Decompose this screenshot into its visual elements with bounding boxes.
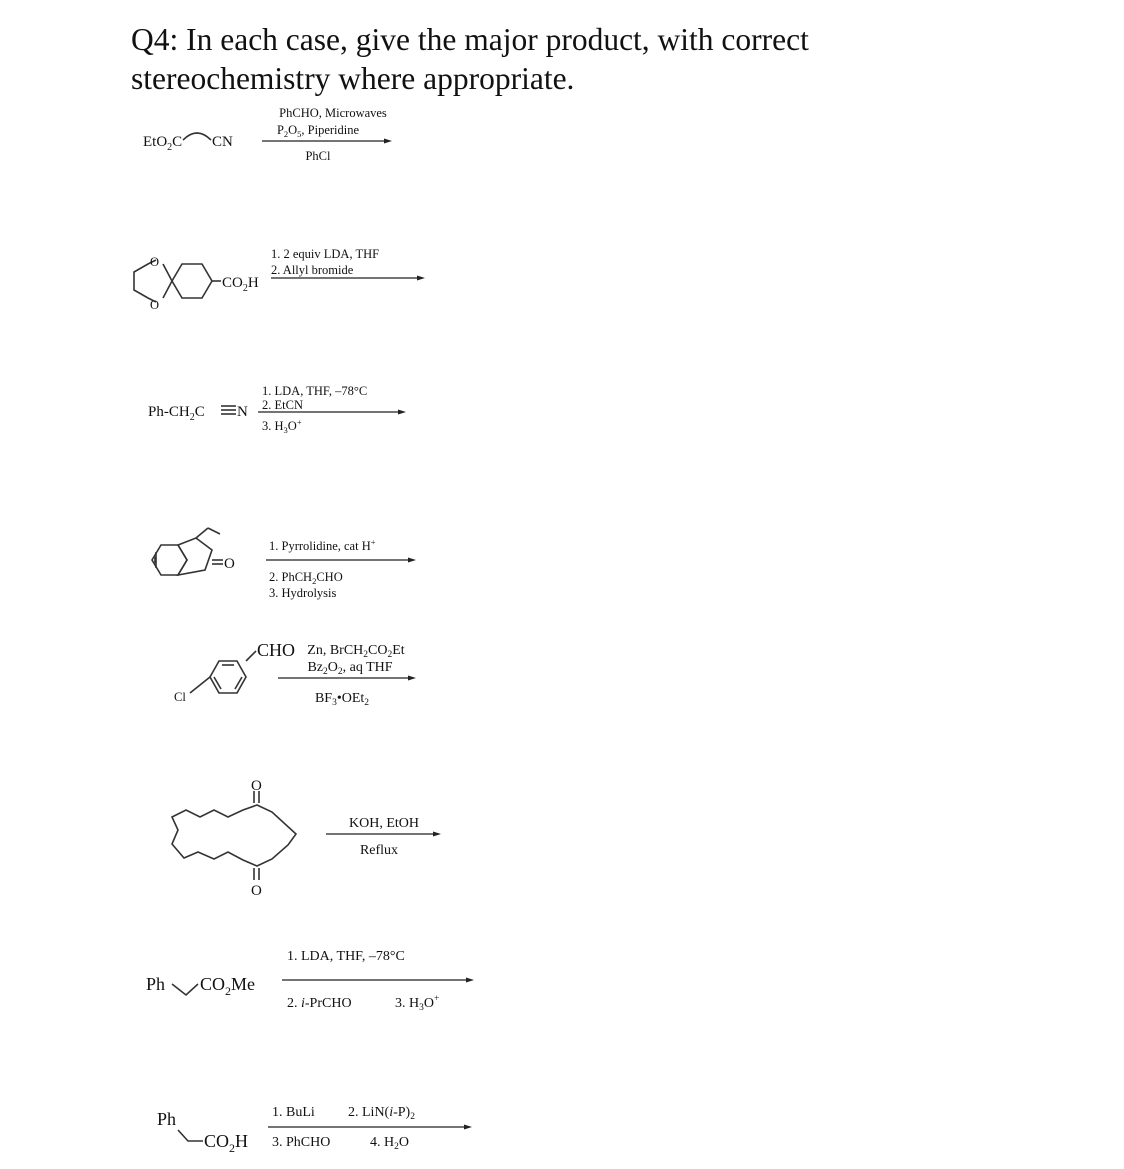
reaction-8-substrate xyxy=(157,1109,248,1155)
reaction-5 xyxy=(174,640,416,708)
reaction-7-substrate xyxy=(146,974,255,998)
reagent-text: 2. i-PrCHO xyxy=(287,996,352,1011)
reagent-text: 2. Allyl bromide xyxy=(271,263,354,277)
ch2-bond xyxy=(183,133,211,140)
methyl-bond xyxy=(208,528,220,534)
reaction-5-substrate xyxy=(174,640,295,704)
nitrile-label: CN xyxy=(212,134,233,150)
ch2-bond xyxy=(178,1130,203,1141)
reaction-7 xyxy=(146,949,474,1013)
reagent-text: 3. Hydrolysis xyxy=(269,586,337,600)
ch2-bond xyxy=(172,984,198,995)
reagent-text: 1. Pyrrolidine, cat H+ xyxy=(269,537,376,553)
reaction-3 xyxy=(148,384,406,435)
reaction-1-reagents xyxy=(262,106,392,163)
ketone-oxygen-label: O xyxy=(224,556,235,572)
question-line-2: stereochemistry where appropriate. xyxy=(131,61,575,96)
reagent-text: $Bz_2O_2$, aq THF xyxy=(307,660,393,677)
oxygen-label: O xyxy=(150,298,160,312)
reagent-text: KOH, EtOH xyxy=(349,816,419,831)
carboxylic-acid-label: $CO_2H$ xyxy=(222,275,259,294)
arrowhead xyxy=(408,558,416,563)
reagent-text: 3. $H_3O^+$ xyxy=(395,994,440,1013)
cyclopentanone-ring xyxy=(178,538,212,575)
reagent-text: $P_2O_5$, Piperidine xyxy=(276,123,360,139)
methyl-bond xyxy=(196,528,208,538)
arrowhead xyxy=(433,832,441,837)
reagent-text: Reflux xyxy=(359,843,399,858)
methyl-ester-label: $CO_2Me$ xyxy=(200,974,256,998)
reagent-text: Zn, $BrCH_2CO_2Et$ xyxy=(307,643,405,660)
reaction-2-substrate xyxy=(134,255,259,312)
ethyl-ester-label: EtO$_2$C xyxy=(143,134,183,153)
reagent-text: $BF_3•OEt_2$ xyxy=(314,691,370,708)
carboxylic-acid-label: $CO_2H$ xyxy=(204,1131,249,1155)
arrowhead xyxy=(466,978,474,983)
reaction-1 xyxy=(143,106,392,163)
reagent-text: 1. LDA, THF, –78°C xyxy=(287,949,405,964)
chloro-bond xyxy=(190,677,210,693)
phenyl-label: Ph xyxy=(157,1109,177,1129)
benzyl-nitrile-label: $Ph-CH_2C$ xyxy=(148,404,205,423)
arrowhead xyxy=(464,1125,472,1130)
reaction-1-substrate xyxy=(143,133,233,153)
reaction-4-reagents xyxy=(266,537,416,600)
triple-bond xyxy=(221,406,236,414)
arrowhead xyxy=(408,676,416,681)
reaction-7-reagents xyxy=(282,949,474,1013)
chlorine-label: Cl xyxy=(174,690,186,704)
reaction-6-substrate xyxy=(172,778,296,899)
phenyl-label: Ph xyxy=(146,974,166,994)
cyclohexane-ring xyxy=(172,264,212,298)
question-line-1: Q4: In each case, give the major product, with correct xyxy=(131,22,809,57)
reaction-2-reagents xyxy=(271,247,425,281)
reagent-text: PhCl xyxy=(305,149,331,163)
reagent-text: 2. $LiN(i-P)_2$ xyxy=(348,1105,415,1122)
reaction-8-reagents xyxy=(268,1105,472,1152)
reagent-text: 4. $H_2O$ xyxy=(370,1135,409,1152)
reagent-text: 1. LDA, THF, –78°C xyxy=(262,384,368,398)
aldehyde-label: CHO xyxy=(257,640,296,660)
reagent-text: 3. PhCHO xyxy=(272,1135,331,1150)
reaction-3-reagents xyxy=(258,384,406,435)
reagent-text: 1. 2 equiv LDA, THF xyxy=(271,247,380,261)
reagent-text: 3. $H_3O^+$ xyxy=(262,417,302,435)
reaction-8 xyxy=(157,1105,472,1155)
reaction-2 xyxy=(134,247,425,312)
reagent-text: 2. PhCH$_2$CHO xyxy=(269,570,343,586)
nitrogen-label: N xyxy=(237,404,248,420)
reaction-4-substrate xyxy=(152,528,235,575)
reaction-5-reagents xyxy=(278,643,416,708)
ketone-oxygen-label: O xyxy=(251,778,262,794)
reaction-6-reagents xyxy=(326,816,441,858)
arrowhead xyxy=(398,410,406,415)
arrowhead xyxy=(384,139,392,144)
cyclohexene-ring xyxy=(152,545,187,575)
reaction-4 xyxy=(152,528,416,600)
oxygen-label: O xyxy=(150,255,160,269)
reagent-text: PhCHO, Microwaves xyxy=(279,106,387,120)
reagent-text: 1. BuLi xyxy=(272,1105,315,1120)
arrowhead xyxy=(417,276,425,281)
reaction-6 xyxy=(172,778,441,899)
aldehyde-bond xyxy=(246,651,256,661)
ketone-oxygen-label: O xyxy=(251,883,262,899)
macrocycle-ring xyxy=(172,805,296,866)
reagent-text: 2. EtCN xyxy=(262,398,303,412)
reaction-3-substrate xyxy=(148,404,248,423)
